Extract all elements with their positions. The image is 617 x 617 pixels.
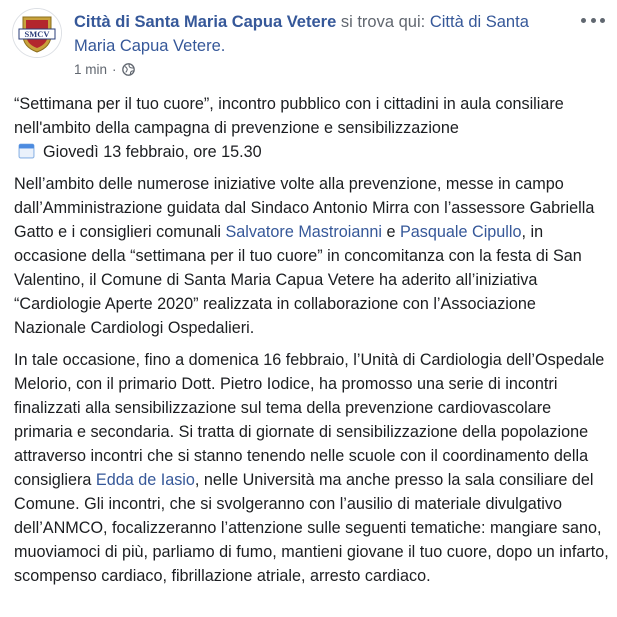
date-text: Giovedì 13 febbraio, ore 15.30 xyxy=(43,143,262,161)
paragraph-2-text-a: In tale occasione, fino a domenica 16 febbraio, l’Unità di Cardiologia dell’Ospedale Melorio, con il primario Dott. Pietro Iodice, ha promosso una serie di incontri finalizzati alla sensibilizzazione sul tema della prevenzione cardiovascolare primaria e secondaria. Si tratta di giornate di sensibilizzazione della popolazione attraverso incontri che si stanno tenendo nelle scuole con il coordinamento della consigliera xyxy=(14,351,605,489)
more-dot xyxy=(600,18,605,23)
mention-salvatore-mastroianni[interactable]: Salvatore Mastroianni xyxy=(225,223,382,241)
meta-separator: · xyxy=(112,62,117,77)
post-body xyxy=(14,92,609,594)
paragraph-2-text-b: , nelle Università ma anche presso la sala consiliare del Comune. Gli incontri, che si svolgeranno con l’ausilio di materiale divulgativo dell’ANMCO, focalizzeranno l’attenzione sulle seguenti tematiche: mangiare sano, muoviamoci di più, parliamo di fumo, mantieni giovane il tuo cuore, dopo un infarto, scompenso cardiaco, fibrillazione atriale, arresto cardiaco. xyxy=(14,471,609,585)
post-headline: “Settimana per il tuo cuore”, incontro pubblico con i cittadini in aula consiliare nell'ambito della campagna di prevenzione e sensibilizzazione xyxy=(14,95,564,137)
paragraph-1-text-c: , in occasione della “settimana per il tuo cuore” in concomitanza con la festa di San Valentino, il Comune di Santa Maria Capua Vetere ha aderito all’iniziativa “Cardiologie Aperte 2020” realizzata in collaborazione con l’Associazione Nazionale Cardiologi Ospedalieri. xyxy=(14,223,582,337)
paragraph-1-text-a: Nell’ambito delle numerose iniziative volte alla prevenzione, messe in campo dall’Amministrazione guidata dal Sindaco Antonio Mirra con l’assessore Gabriella Gatto e i consiglieri comunali xyxy=(14,175,595,241)
post-timestamp[interactable]: 1 min xyxy=(74,62,108,77)
post-date-line xyxy=(14,140,609,164)
avatar-text: SMCV xyxy=(24,29,50,40)
post-meta xyxy=(74,62,135,77)
municipality-logo-icon xyxy=(13,9,61,57)
paragraph-1-text-b: e xyxy=(382,223,400,241)
mention-edda-de-iasio[interactable]: Edda de Iasio xyxy=(95,471,195,489)
mention-pasquale-cipullo[interactable]: Pasquale Cipullo xyxy=(400,223,522,241)
page-name-link[interactable]: Città di Santa Maria Capua Vetere xyxy=(74,13,337,31)
globe-icon[interactable] xyxy=(122,63,135,76)
more-dot xyxy=(591,18,596,23)
checkin-text: si trova qui: xyxy=(336,13,430,31)
place-link[interactable]: Città di Santa Maria Capua Vetere. xyxy=(74,13,529,55)
paragraph-2 xyxy=(14,348,609,588)
more-dot xyxy=(581,18,586,23)
page-avatar[interactable] xyxy=(12,8,62,58)
paragraph-1 xyxy=(14,172,609,340)
post-header xyxy=(12,8,605,82)
post-header-text xyxy=(74,10,564,58)
more-options-icon[interactable] xyxy=(581,12,605,28)
calendar-icon xyxy=(18,142,35,159)
